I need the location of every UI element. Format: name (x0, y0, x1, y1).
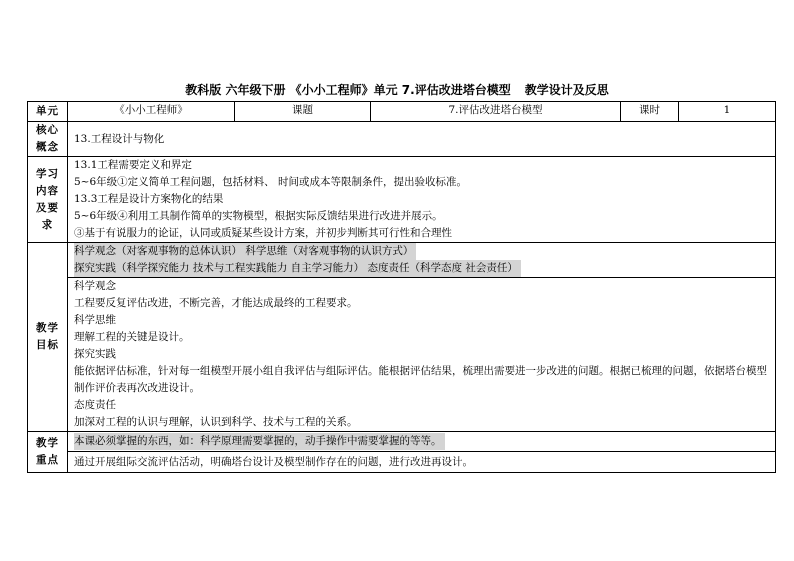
goals-row (28, 243, 776, 432)
hours-value: 1 (679, 102, 776, 122)
goals-label: 教学 目标 (28, 243, 68, 432)
requirement-line: 5~6年级④利用工具制作简单的实物模型，根据实际反馈结果进行改进并展示。 (74, 210, 443, 222)
requirements-content (68, 157, 776, 243)
goals-detail (68, 278, 775, 431)
lesson-plan-table (27, 101, 776, 473)
focus-label: 教学 重点 (28, 432, 68, 473)
topic-value: 7.评估改进塔台模型 (371, 102, 621, 122)
focus-row (28, 432, 776, 473)
goal-text: 理解工程的关键是设计。 (74, 331, 190, 343)
title-main: 教科版 六年级下册 《小小工程师》单元 7.评估改进塔台模型 (185, 83, 511, 97)
hours-label: 课时 (621, 102, 679, 122)
goal-heading: 科学观念 (74, 280, 116, 292)
goal-text: 能依据评估标准，针对每一组模型开展小组自我评估与组际评估。能根据评估结果，梳理出需要进一步改进的问题。根据已梳理的问题，依据塔台模型制作评价表再次改进设计。 (74, 365, 767, 394)
core-concept-label: 核心 概念 (28, 122, 68, 157)
goals-summary-line-1: 科学观念（对客观事物的总体认识） 科学思维（对客观事物的认识方式） (74, 243, 416, 260)
title-sub: 教学设计及反思 (524, 83, 609, 97)
goal-heading: 探究实践 (74, 348, 116, 360)
unit-label: 单元 (28, 102, 68, 122)
goals-content (68, 243, 776, 432)
unit-value: 《小小工程师》 (68, 102, 235, 122)
requirement-line: ③基于有说服力的论证，认同或质疑某些设计方案，并初步判断其可行性和合理性 (74, 227, 452, 239)
goal-text: 工程要反复评估改进，不断完善，才能达成最终的工程要求。 (74, 297, 358, 309)
goals-summary-line-2: 探究实践（科学探究能力 技术与工程实践能力 自主学习能力） 态度责任（科学态度 社会责任） (74, 260, 521, 277)
requirement-line: 5~6年级①定义简单工程问题，包括材料、 时间或成本等限制条件，提出验收标准。 (74, 176, 467, 188)
focus-hint-box (68, 432, 775, 452)
focus-content (68, 432, 776, 473)
focus-text: 通过开展组际交流评估活动，明确塔台设计及模型制作存在的问题，进行改进再设计。 (74, 456, 473, 468)
topic-label: 课题 (235, 102, 371, 122)
goal-heading: 科学思维 (74, 314, 116, 326)
requirement-line: 13.1工程需要定义和界定 (74, 159, 192, 171)
requirements-label: 学习 内容 及要 求 (28, 157, 68, 243)
document-title (0, 81, 794, 98)
header-row (28, 102, 776, 122)
requirements-row (28, 157, 776, 243)
core-concept-row (28, 122, 776, 157)
goal-text: 加深对工程的认识与理解，认识到科学、技术与工程的关系。 (74, 416, 358, 428)
goal-heading: 态度责任 (74, 399, 116, 411)
requirement-line: 13.3工程是设计方案物化的结果 (74, 193, 224, 205)
focus-hint: 本课必须掌握的东西，如：科学原理需要掌握的，动手操作中需要掌握的等等。 (74, 433, 445, 450)
core-concept-text: 13.工程设计与物化 (68, 122, 776, 157)
goals-summary (68, 243, 775, 278)
